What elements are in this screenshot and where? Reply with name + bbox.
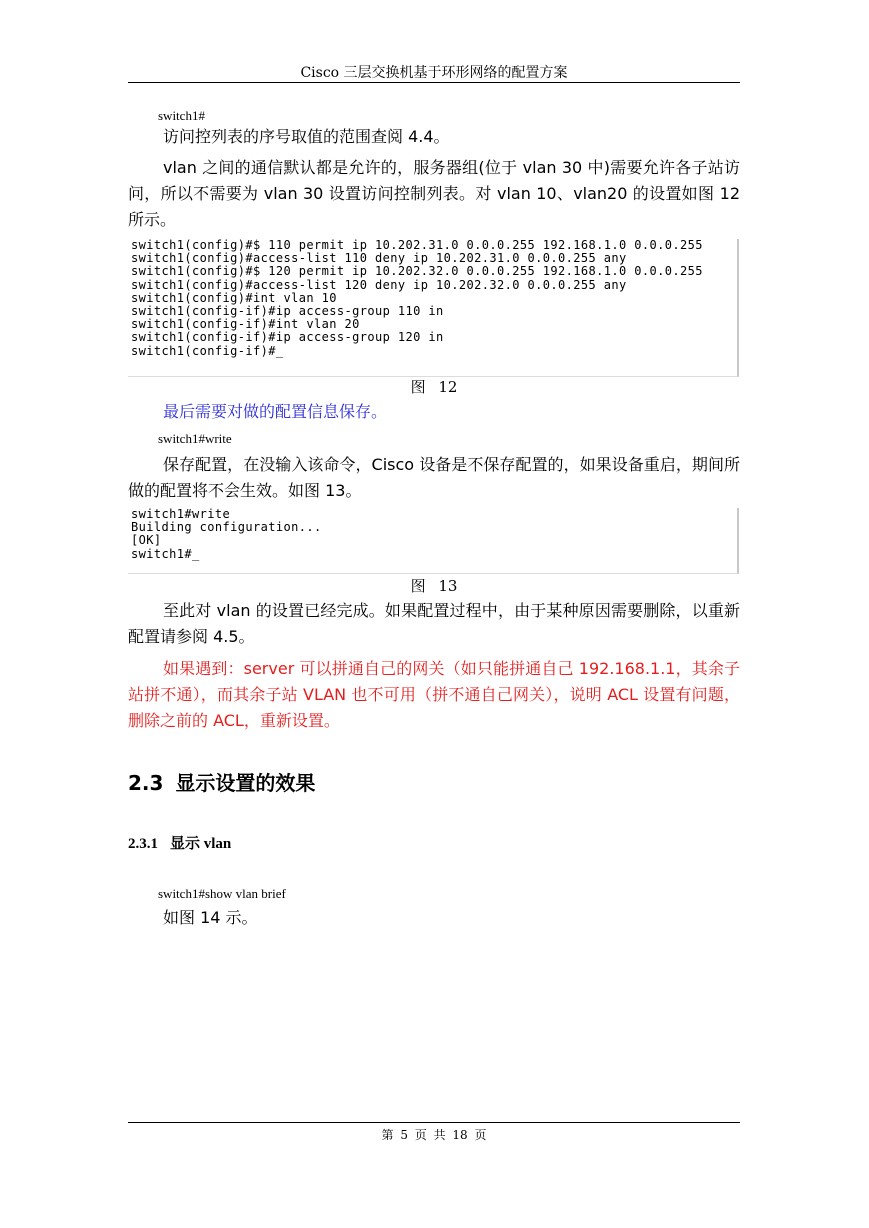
- terminal-output: [128, 239, 737, 358]
- paragraph: vlan 之间的通信默认都是允许的，服务器组(位于 vlan 30 中)需要允许各子站访问，所以不需要为 vlan 30 设置访问控制列表。对 vlan 10、vlan20 的设置如图 12 所示。: [128, 158, 740, 229]
- figure-caption: 图 12: [410, 378, 458, 396]
- subsection-number: 2.3.1: [128, 836, 158, 852]
- paragraph: 访问控列表的序号取值的范围查阅 4.4。: [163, 127, 450, 146]
- page-header: Cisco 三层交换机基于环形网络的配置方案: [300, 65, 568, 81]
- warning-paragraph: 如果遇到：server 可以拼通自己的网关（如只能拼通自己 192.168.1.1，其余子站拼不通），而其余子站 VLAN 也不可用（拼不通自己网关），说明 ACL 设置有问题，删除之前的 ACL，重新设置。: [128, 659, 740, 730]
- paragraph: 如图 14 示。: [163, 908, 258, 927]
- terminal-line: Building configuration...: [131, 520, 322, 535]
- paragraph: 至此对 vlan 的设置已经完成。如果配置过程中，由于某种原因需要删除，以重新配置请参阅 4.5。: [128, 601, 740, 646]
- terminal-line: switch1#_: [131, 546, 200, 561]
- paragraph: 最后需要对做的配置信息保存。: [163, 402, 388, 421]
- terminal-line: switch1(config-if)#int vlan 20: [131, 317, 360, 332]
- terminal-screenshot-fig12: [128, 239, 739, 377]
- section-heading: [128, 770, 315, 796]
- section-title: 显示设置的效果: [175, 771, 316, 795]
- terminal-line: switch1(config)#$ 110 permit ip 10.202.31.0 0.0.0.255 192.168.1.0 0.0.0.255: [131, 238, 703, 252]
- subsection-title: 显示 vlan: [170, 836, 232, 852]
- subsection-heading: [128, 834, 231, 854]
- terminal-line: switch1(config)#access-list 120 deny ip 10.202.32.0 0.0.0.255 any: [131, 277, 627, 292]
- page-footer: 第 5 页 共 18 页: [381, 1128, 487, 1142]
- terminal-line: switch1(config)#$ 120 permit ip 10.202.32.0 0.0.0.255 192.168.1.0 0.0.0.255: [131, 264, 703, 279]
- terminal-line: switch1#write: [131, 507, 231, 521]
- terminal-line: [OK]: [131, 533, 162, 548]
- command-line: switch1#write: [158, 431, 232, 446]
- header-divider: [128, 82, 740, 83]
- figure-caption: 图 13: [410, 577, 458, 595]
- terminal-line: switch1(config-if)#ip access-group 110 in: [131, 304, 444, 319]
- terminal-line: switch1(config)#int vlan 10: [131, 290, 337, 305]
- section-number: 2.3: [128, 771, 164, 795]
- terminal-screenshot-fig13: [128, 508, 739, 574]
- command-line: switch1#show vlan brief: [158, 886, 286, 901]
- terminal-output: [128, 508, 737, 561]
- terminal-line: switch1(config-if)#_: [131, 343, 284, 358]
- paragraph: 保存配置，在没输入该命令，Cisco 设备是不保存配置的，如果设备重启，期间所做的配置将不会生效。如图 13。: [128, 455, 740, 500]
- command-line: switch1#: [158, 108, 205, 123]
- terminal-line: switch1(config-if)#ip access-group 120 in: [131, 330, 444, 345]
- terminal-line: switch1(config)#access-list 110 deny ip 10.202.31.0 0.0.0.255 any: [131, 251, 627, 266]
- footer-divider: [128, 1122, 740, 1123]
